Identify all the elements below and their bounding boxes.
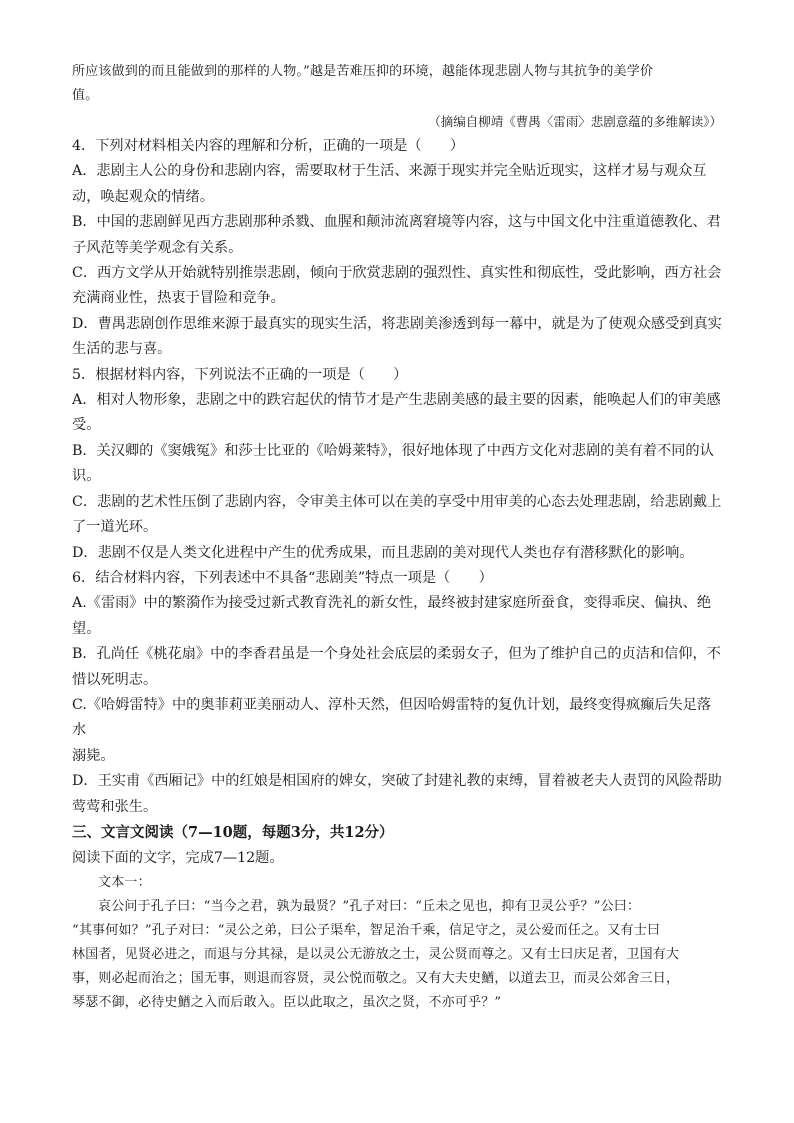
option-b [72,439,722,490]
source-citation: （摘编自柳靖《曹禺〈雷雨〉悲剧意蕴的多维解读》） [428,114,722,129]
text-label: 文本一： [98,875,151,891]
classical-line: 哀公问于孔子曰：“当今之君，孰为最贤？”孔子对曰：“丘未之见也，抑有卫灵公乎？”公曰： [98,899,641,915]
section-instruction: 阅读下面的文字，完成7—12题。 [72,849,284,866]
classical-line: 事，则必起而治之；国无事，则退而容贤，灵公悦而敬之。又有大夫史鰌，以道去卫，而灵公郊舍三日， [72,971,680,987]
option-line: 识。 [72,468,101,485]
classical-line: 林国者，见贤必进之，而退与分其禄，是以灵公无游放之士，灵公贤而尊之。又有士曰庆足者，卫国有大 [72,947,680,963]
option-a [72,591,722,642]
option-line: 受。 [72,417,101,434]
option-line: 充满商业性，热衷于冒险和竞争。 [72,290,285,307]
option-line: C．悲剧的艺术性压倒了悲剧内容，令审美主体可以在美的享受中用审美的心态去处理悲剧，给悲剧戴上 [72,493,722,510]
option-c [72,490,722,541]
option-line: 惜以死明志。 [72,671,158,688]
option-a [72,159,722,210]
option-line: 望。 [72,620,101,637]
option-line: B．关汉卿的《窦娥冤》和莎士比亚的《哈姆莱特》，很好地体现了中西方文化对悲剧的美有着不同的认 [72,442,714,459]
option-line: B．孔尚任《桃花扇》中的李香君虽是一个身处社会底层的柔弱女子，但为了维护自己的贞洁和信仰，不 [72,646,721,663]
option-line: A．相对人物形象，悲剧之中的跌宕起伏的情节才是产生悲剧美感的最主要的因素，能唤起人们的审美感 [72,392,721,409]
option-line: 子风范等美学观念有关系。 [72,239,243,256]
option-line: 了一道光环。 [72,519,158,536]
option-line: C.《哈姆雷特》中的奥菲莉亚美丽动人、淳朴天然，但因哈姆雷特的复仇计划，最终变得疯癫后失足落水 [72,696,712,739]
question-stem: 6．结合材料内容，下列表述中不具备“悲剧美”特点一项是（ ） [72,569,493,586]
question-5 [72,363,722,566]
option-line: B．中国的悲剧鲜见西方悲剧那种杀戮、血腥和颠沛流离窘境等内容，这与中国文化中注重道德教化、君 [72,214,721,231]
option-line: D．曹禺悲剧创作思维来源于最真实的现实生活，将悲剧美渗透到每一幕中，就是为了使观众感受到真实 [72,315,722,332]
option-line: 莺莺和张生。 [72,798,158,815]
classical-text [72,895,722,1015]
option-a [72,388,722,439]
question-4 [72,134,722,363]
option-c [72,693,722,769]
option-line: A.《雷雨》中的繁漪作为接受过新式教育洗礼的新女性，最终被封建家庭所蚕食，变得乖戾、偏执、绝 [72,595,712,612]
passage-continuation [72,60,722,134]
question-stem: 5．根据材料内容，下列说法不正确的一项是（ ） [72,366,408,383]
passage-line: 值。 [72,88,99,103]
question-6 [72,566,722,820]
option-line: C．西方文学从开始就特别推崇悲剧，倾向于欣赏悲剧的强烈性、真实性和彻底性，受此影响，西方社会 [72,265,722,282]
option-b [72,210,722,261]
option-line: D．悲剧不仅是人类文化进程中产生的优秀成果，而且悲剧的美对现代人类也存有潜移默化的影响。 [72,544,694,561]
question-stem: 4．下列对材料相关内容的理解和分析，正确的一项是（ ） [72,138,465,154]
option-line: A．悲剧主人公的身份和悲剧内容，需要取材于生活、来源于现实并完全贴近现实，这样才易与观众互 [72,163,707,180]
option-line: D．王实甫《西厢记》中的红娘是相国府的婢女，突破了封建礼教的束缚，冒着被老夫人责罚的风险帮助 [72,773,722,790]
option-b [72,642,722,693]
option-d [72,541,722,566]
option-line: 生活的悲与喜。 [72,341,172,358]
classical-line: “其事何如？”孔子对曰：“灵公之弟，曰公子渠牟，智足治千乘，信足守之，灵公爱而任之。又有士曰 [72,923,661,939]
exam-page [72,60,722,1015]
option-d [72,312,722,363]
option-d [72,769,722,820]
classical-reading-section [72,820,722,1015]
section-heading: 三、文言文阅读（7—10题，每题3分，共12分） [72,823,394,841]
option-c [72,261,722,312]
option-line: 动，唤起观众的情绪。 [72,188,214,205]
classical-line: 琴瑟不御，必待史鰌之入而后敢入。臣以此取之，虽次之贤，不亦可乎？” [72,995,502,1011]
option-line: 溺毙。 [72,747,115,764]
passage-line: 所应该做到的而且能做到的那样的人物。”越是苦难压抑的环境，越能体现悲剧人物与其抗争的美学价 [72,64,654,79]
